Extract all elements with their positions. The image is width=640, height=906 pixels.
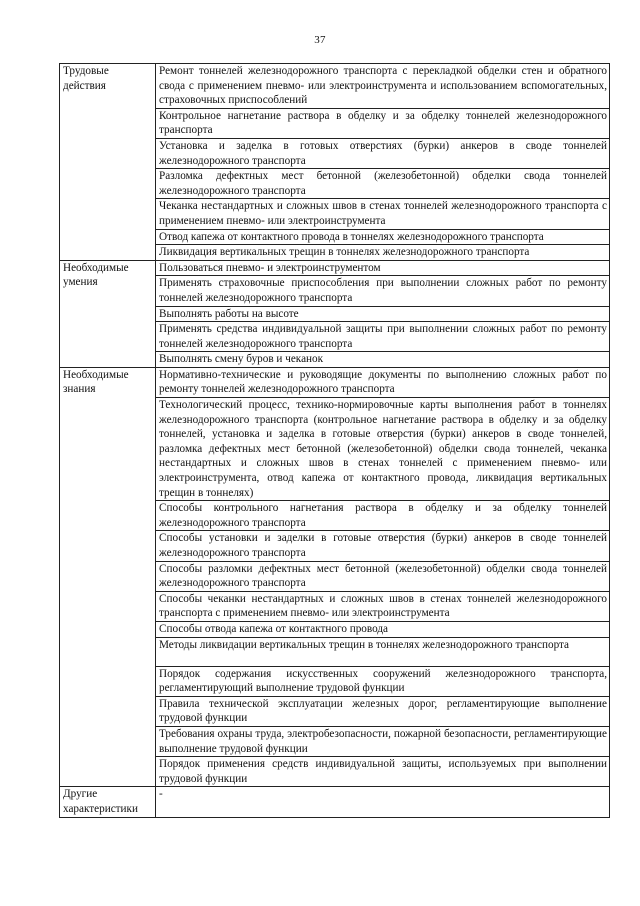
table-cell: Установка и заделка в готовых отверстиях (бурки) анкеров в своде тоннелей железнодорожного транспорта	[156, 138, 610, 168]
table-cell: Технологический процесс, технико-нормировочные карты выполнения работ в тоннелях железнодорожного транспорта (контрольное нагнетание раствора в обделку и за обделку тоннелей, установка и заделка в готовые отверстия (бурки) анкеров в своде тоннелей, разломка дефектных мест бетонной (железобетонной) обделки свода тоннелей, чеканка нестандартных и сложных швов в стенах тоннелей с применением пневмо- или электроинструмента, отвод капежа от контактного провода, ликвидация вертикальных трещин в тоннелях)	[156, 398, 610, 501]
table-row	[60, 64, 610, 109]
page-number: 37	[314, 34, 326, 46]
table-cell: Выполнять работы на высоте	[156, 306, 610, 322]
table-cell: Правила технической эксплуатации железных дорог, регламентирующие выполнение трудовой функции	[156, 696, 610, 726]
table-cell: Способы отвода капежа от контактного провода	[156, 621, 610, 637]
table-row	[60, 787, 610, 817]
table-cell: Ликвидация вертикальных трещин в тоннелях железнодорожного транспорта	[156, 245, 610, 261]
table-cell: Нормативно-технические и руководящие документы по выполнению сложных работ по ремонту тоннелей железнодорожного транспорта	[156, 367, 610, 397]
table-cell: Применять страховочные приспособления при выполнении сложных работ по ремонту тоннелей железнодорожного транспорта	[156, 276, 610, 306]
table-cell: Порядок применения средств индивидуальной защиты, используемых при выполнении трудовой функции	[156, 757, 610, 787]
row-label-required-knowledge: Необходимые знания	[60, 367, 156, 786]
table-cell: Контрольное нагнетание раствора в обделку и за обделку тоннелей железнодорожного транспорта	[156, 108, 610, 138]
table-cell: Выполнять смену буров и чеканок	[156, 352, 610, 368]
row-label-other-characteristics: Другие характеристики	[60, 787, 156, 817]
table-cell: Способы контрольного нагнетания раствора в обделку и за обделку тоннелей железнодорожного транспорта	[156, 501, 610, 531]
table-cell: Разломка дефектных мест бетонной (железобетонной) обделки свода тоннелей железнодорожного транспорта	[156, 169, 610, 199]
table-cell: Пользоваться пневмо- и электроинструментом	[156, 260, 610, 276]
table-cell: Применять средства индивидуальной защиты при выполнении сложных работ по ремонту тоннелей железнодорожного транспорта	[156, 322, 610, 352]
table-row	[60, 260, 610, 276]
table-cell: Отвод капежа от контактного провода в тоннелях железнодорожного транспорта	[156, 229, 610, 245]
table-cell: Чеканка нестандартных и сложных швов в стенах тоннелей железнодорожного транспорта с применением пневмо- или электроинструмента	[156, 199, 610, 229]
table-row	[60, 367, 610, 397]
table-cell: Способы чеканки нестандартных и сложных швов в стенах тоннелей железнодорожного транспорта с применением пневмо- или электроинструмента	[156, 591, 610, 621]
table-cell: Требования охраны труда, электробезопасности, пожарной безопасности, регламентирующие выполнение трудовой функции	[156, 726, 610, 756]
row-label-labor-actions: Трудовые действия	[60, 64, 156, 261]
table-cell: Способы установки и заделки в готовые отверстия (бурки) анкеров в своде тоннелей железнодорожного транспорта	[156, 531, 610, 561]
table-cell: -	[156, 787, 610, 817]
table-cell: Способы разломки дефектных мест бетонной (железобетонной) обделки свода тоннелей железнодорожного транспорта	[156, 561, 610, 591]
table-cell: Методы ликвидации вертикальных трещин в тоннелях железнодорожного транспорта	[156, 637, 610, 666]
labor-functions-table	[59, 63, 610, 818]
table-cell: Порядок содержания искусственных сооружений железнодорожного транспорта, регламентирующий выполнение трудовой функции	[156, 666, 610, 696]
row-label-required-skills: Необходимые умения	[60, 260, 156, 367]
table-cell: Ремонт тоннелей железнодорожного транспорта с перекладкой обделки стен и обратного свода с применением пневмо- или электроинструмента и использованием вспомогательных, страховочных приспособлений	[156, 64, 610, 109]
